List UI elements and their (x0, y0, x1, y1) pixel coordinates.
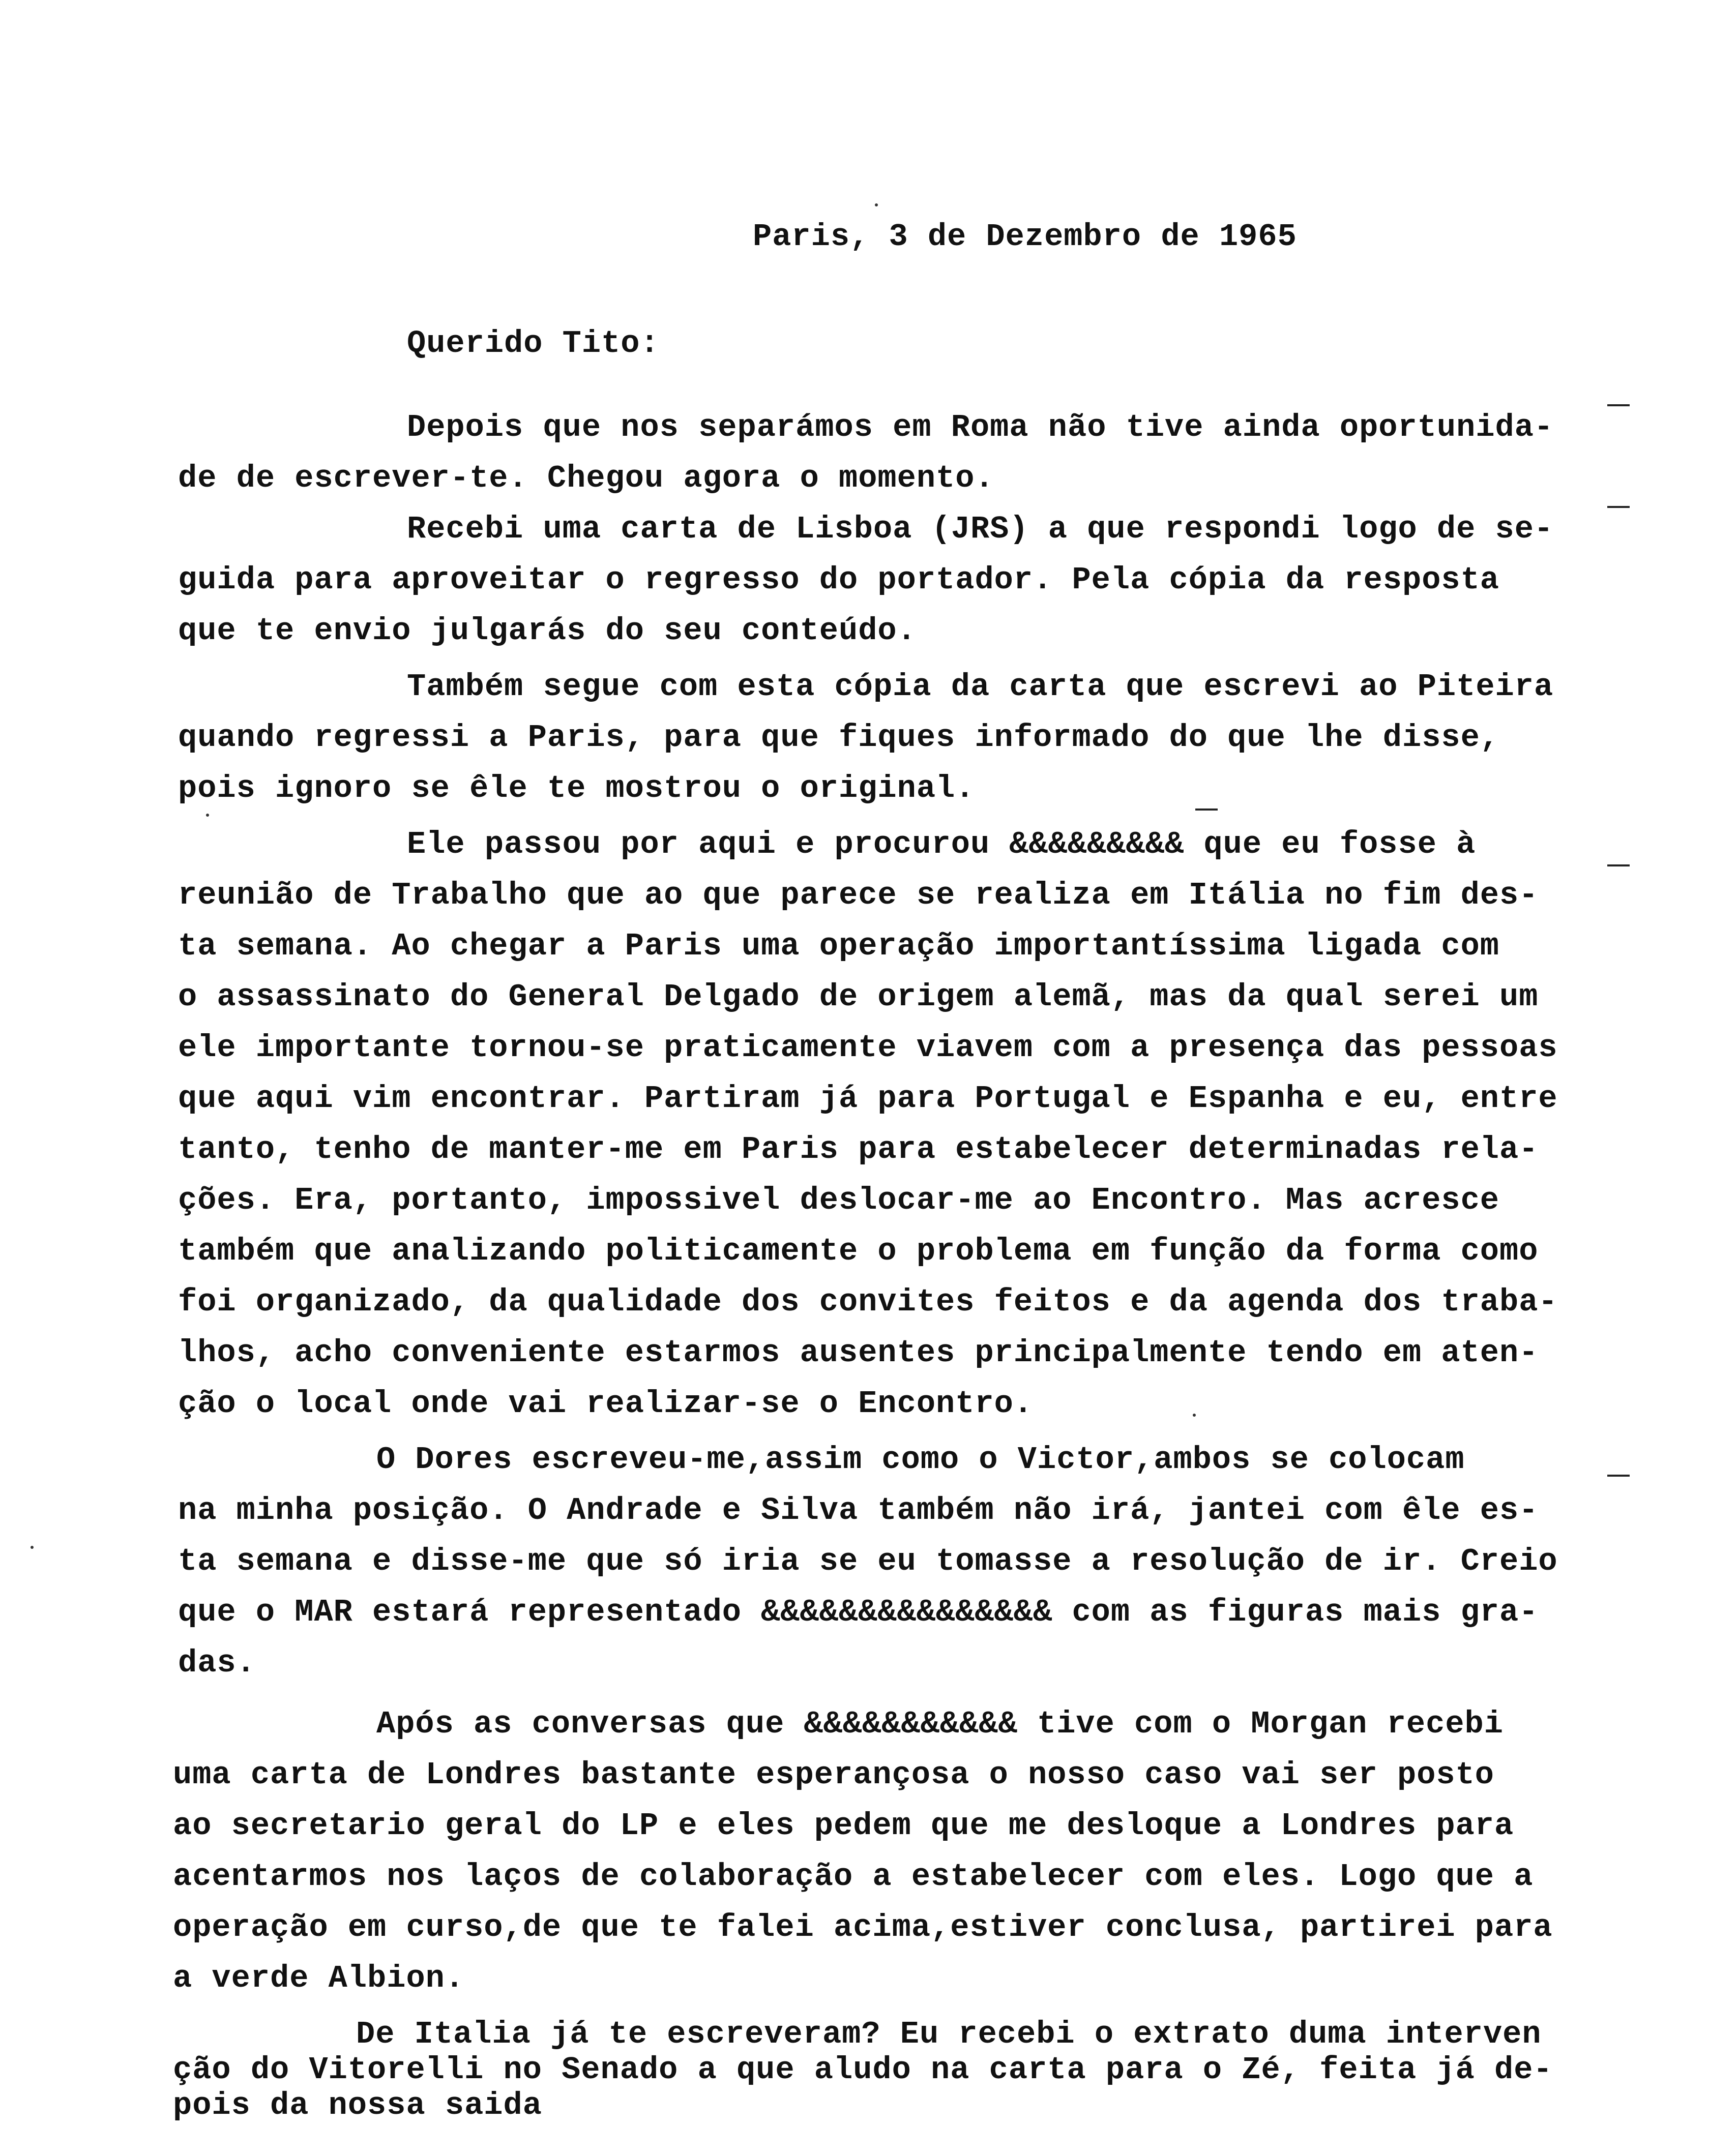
body-line: Ele passou por aqui e procurou &&&&&&&&& que eu fosse à (407, 826, 1476, 862)
body-line: quando regressi a Paris, para que fiques informado do que lhe disse, (178, 720, 1500, 756)
letter-salutation: Querido Tito: (407, 325, 660, 362)
body-line: que te envio julgarás do seu conteúdo. (178, 613, 917, 649)
body-line: o assassinato do General Delgado de origem alemã, mas da qual serei um (178, 979, 1539, 1015)
body-line: De Italia já te escreveram? Eu recebi o extrato duma interven (356, 2016, 1542, 2052)
body-line: ção do Vitorelli no Senado a que aludo na carta para o Zé, feita já de- (173, 2052, 1553, 2088)
margin-mark (1607, 404, 1630, 406)
body-line: das. (178, 1645, 256, 1681)
margin-mark (1607, 864, 1630, 866)
body-line: guida para aproveitar o regresso do portador. Pela cópia da resposta (178, 562, 1500, 598)
body-line: também que analizando politicamente o problema em função da forma como (178, 1233, 1539, 1269)
body-line: Também segue com esta cópia da carta que escrevi ao Piteira (407, 669, 1554, 705)
body-line: O Dores escreveu-me,assim como o Victor,ambos se colocam (376, 1442, 1465, 1478)
body-line: ta semana. Ao chegar a Paris uma operação importantíssima ligada com (178, 928, 1500, 964)
body-line: acentarmos nos laços de colaboração a estabelecer com eles. Logo que a (173, 1859, 1534, 1895)
margin-mark (1607, 1475, 1630, 1477)
body-line: Após as conversas que &&&&&&&&&&& tive com o Morgan recebi (376, 1706, 1504, 1742)
body-line: operação em curso,de que te falei acima,estiver conclusa, partirei para (173, 1909, 1553, 1945)
body-line: ta semana e disse-me que só iria se eu tomasse a resolução de ir. Creio (178, 1543, 1558, 1579)
ink-speck (1193, 1414, 1196, 1417)
body-line: a verde Albion. (173, 1960, 465, 1996)
body-line: lhos, acho conveniente estarmos ausentes principalmente tendo em aten- (178, 1335, 1539, 1371)
body-line: tanto, tenho de manter-me em Paris para estabelecer determinadas rela- (178, 1131, 1539, 1167)
body-line: pois ignoro se êle te mostrou o original. (178, 770, 975, 806)
ink-speck (206, 814, 209, 817)
body-line: que o MAR estará representado &&&&&&&&&&&&&&& com as figuras mais gra- (178, 1594, 1539, 1630)
body-line: ao secretario geral do LP e eles pedem que me desloque a Londres para (173, 1808, 1514, 1844)
body-line: de de escrever-te. Chegou agora o momento. (178, 460, 994, 496)
body-line: Depois que nos separámos em Roma não tive ainda oportunida- (407, 409, 1554, 445)
ink-speck (875, 203, 878, 206)
body-line: ção o local onde vai realizar-se o Encontro. (178, 1386, 1034, 1422)
body-line: reunião de Trabalho que ao que parece se realiza em Itália no fim des- (178, 877, 1539, 913)
body-line: que aqui vim encontrar. Partiram já para Portugal e Espanha e eu, entre (178, 1081, 1558, 1117)
body-line: pois da nossa saida (173, 2087, 542, 2123)
body-line: ele importante tornou-se praticamente viavem com a presença das pessoas (178, 1030, 1558, 1066)
margin-mark (1607, 506, 1630, 508)
body-line: ções. Era, portanto, impossivel deslocar-me ao Encontro. Mas acresce (178, 1182, 1500, 1218)
body-line: na minha posição. O Andrade e Silva também não irá, jantei com êle es- (178, 1492, 1539, 1529)
margin-mark (1195, 809, 1218, 811)
body-line: Recebi uma carta de Lisboa (JRS) a que respondi logo de se- (407, 511, 1554, 547)
letter-dateline: Paris, 3 de Dezembro de 1965 (753, 219, 1297, 255)
ink-speck (31, 1546, 34, 1549)
body-line: foi organizado, da qualidade dos convites feitos e da agenda dos traba- (178, 1284, 1558, 1320)
body-line: uma carta de Londres bastante esperançosa o nosso caso vai ser posto (173, 1757, 1495, 1793)
